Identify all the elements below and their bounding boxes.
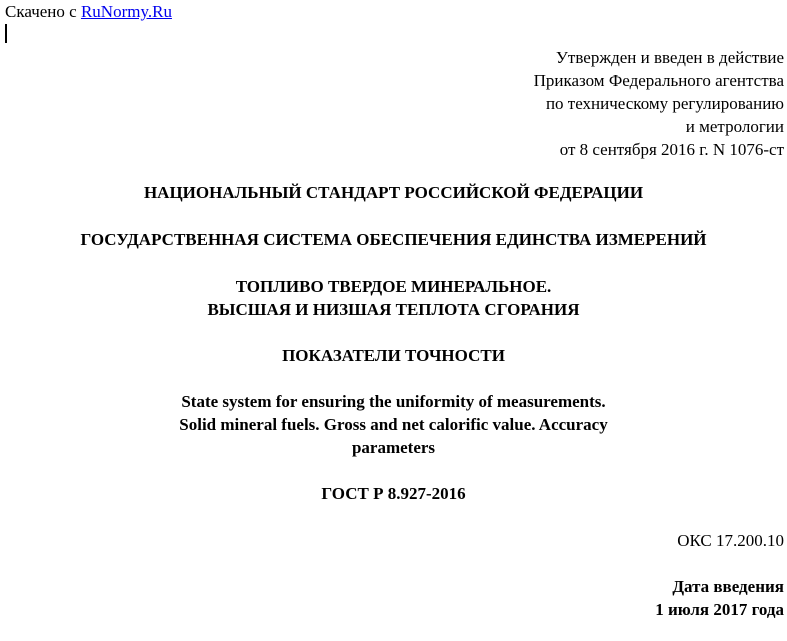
subject-title-line: ВЫСШАЯ И НИЗШАЯ ТЕПЛОТА СГОРАНИЯ	[207, 300, 580, 319]
approval-line: Приказом Федерального агентства	[533, 71, 784, 90]
download-source-prefix: Скачено с	[5, 2, 77, 21]
approval-line: от 8 сентября 2016 г. N 1076-ст	[559, 140, 784, 159]
intro-date-label: Дата введения	[672, 577, 784, 596]
english-title-line: Solid mineral fuels. Gross and net calorific value. Accuracy	[179, 415, 608, 434]
approval-line: и метрологии	[685, 117, 784, 136]
system-title-text: ГОСУДАРСТВЕННАЯ СИСТЕМА ОБЕСПЕЧЕНИЯ ЕДИНСТВА ИЗМЕРЕНИЙ	[80, 230, 707, 249]
subject-title	[0, 275, 787, 321]
standard-type-title-text: НАЦИОНАЛЬНЫЙ СТАНДАРТ РОССИЙСКОЙ ФЕДЕРАЦИИ	[143, 183, 644, 202]
download-source-line	[5, 2, 172, 22]
system-title	[0, 228, 787, 251]
approval-block	[534, 46, 784, 161]
standard-designation	[0, 482, 787, 505]
intro-date-value: 1 июля 2017 года	[655, 600, 784, 619]
approval-line: Утвержден и введен в действие	[555, 48, 784, 67]
subject-title-line: ТОПЛИВО ТВЕРДОЕ МИНЕРАЛЬНОЕ.	[235, 277, 552, 296]
runormy-link[interactable]: RuNormy.Ru	[80, 2, 172, 21]
standard-type-title	[0, 181, 787, 204]
text-cursor	[5, 24, 7, 43]
standard-designation-text: ГОСТ Р 8.927-2016	[321, 484, 466, 503]
subtitle-text: ПОКАЗАТЕЛИ ТОЧНОСТИ	[282, 346, 505, 365]
subtitle	[0, 344, 787, 367]
approval-line: по техническому регулированию	[545, 94, 784, 113]
oks-code: ОКС 17.200.10	[677, 531, 784, 550]
english-title-line: State system for ensuring the uniformity of measurements.	[181, 392, 606, 411]
english-title-line: parameters	[351, 438, 436, 457]
english-title	[0, 390, 787, 459]
